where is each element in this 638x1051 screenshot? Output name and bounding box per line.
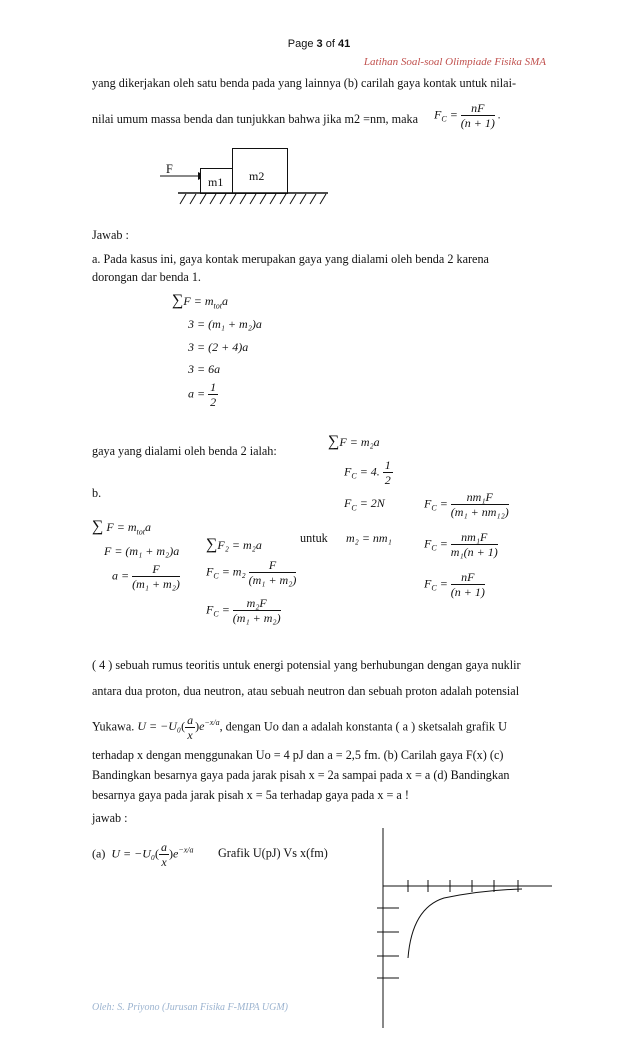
- answer-b-label: b.: [92, 486, 102, 500]
- b2-eq-1: ∑F = m₂a: [328, 433, 380, 450]
- force-label: F: [166, 162, 173, 176]
- footer-author: Oleh: S. Priyono (Jurusan Fisika F-MIPA UGM): [92, 1002, 288, 1013]
- p4-line-3: Yukawa. U = −U₀( $\frac{a}{x}$ )$e^{-x/a}$, dengan Uo dan a adalah konstanta ( a ) sketsalah grafik U: [92, 713, 507, 742]
- y-ticks: [377, 908, 399, 978]
- page-number: Page 3 of 41: [287, 38, 351, 50]
- a-eq-3: 3 = (2 + 4)a: [188, 340, 249, 354]
- b-col4-eq-2: $F_C$ = $\frac{\text{nm₁F}}{\text{m₁(n + 1)}}$: [424, 530, 498, 559]
- answer-a-line-2: dorongan dar benda 1.: [92, 270, 201, 284]
- a-eq-1: $\sum F = m_{tot}a$: [172, 292, 228, 311]
- document-title: Latihan Soal-soal Olimpiade Fisika SMA: [363, 56, 546, 68]
- p4-line-1: ( 4 ) sebuah rumus teoritis untuk energi potensial yang berhubungan dengan gaya nuklir: [92, 658, 521, 672]
- yukawa-sketch-graph: [372, 828, 552, 1028]
- answer-heading: Jawab :: [92, 228, 129, 242]
- blocks-figure: [0, 0, 638, 220]
- block-m2: m2: [232, 148, 288, 194]
- b-col1-eq-3: a = $\frac{F}{\text{(m₁ + m₂)}}$: [112, 562, 180, 591]
- b-col1-eq-1: ∑ $F = m_{tot}a$: [92, 518, 151, 537]
- untuk-label: untuk: [300, 531, 328, 545]
- a-eq-5: a = $\frac{1}{2}$: [188, 380, 217, 409]
- body2-label: gaya yang dialami oleh benda 2 ialah:: [92, 444, 277, 458]
- p4-jawab: jawab :: [92, 811, 128, 825]
- intro-formula: $F_C$ = $\frac{nF}{(n + 1)}$ .: [434, 101, 501, 130]
- a-eq-2: 3 = (m₁ + m₂)a: [188, 317, 262, 331]
- block-m1: m1: [200, 168, 234, 194]
- b-col1-eq-2: F = (m₁ + m₂)a: [104, 544, 180, 558]
- b2-eq-2: $F_C = 4$. $\frac{1}{2}$: [344, 458, 391, 487]
- b-col3-eq: m₂ = nm₁: [346, 531, 392, 545]
- graph-caption: Grafik U(pJ) Vs x(fm): [218, 846, 328, 860]
- b-col4-eq-1: $F_C$ = $\frac{\text{nm₁F}}{\text{(m₁ + nm₁₂)}}$: [424, 490, 509, 519]
- p4-line-4: terhadap x dengan menggunakan Uo = 4 pJ dan a = 2,5 fm. (b) Carilah gaya F(x) (c): [92, 748, 504, 762]
- b-col2-eq-1: ∑F₂ = m₂a: [206, 536, 262, 553]
- b-col4-eq-3: $F_C$ = $\frac{nF}{(n + 1)}$: [424, 570, 485, 599]
- p4-a-formula: (a) U = −U₀( $\frac{a}{x}$ )$e^{-x/a}$: [92, 840, 194, 869]
- ground-hatch: [178, 192, 330, 206]
- b-col2-eq-2: $F_C = m_2$ $\frac{F}{\text{(m₁ + m₂)}}$: [206, 558, 297, 587]
- b-col2-eq-3: $F_C$ = $\frac{\text{m₂F}}{\text{(m₁ + m₂)}}$: [206, 596, 281, 625]
- intro-line-2: nilai umum massa benda dan tunjukkan bahwa jika m2 =nm, maka: [92, 112, 419, 126]
- p4-line-2: antara dua proton, dua neutron, atau sebuah neutron dan sebuah proton adalah potensial: [92, 684, 520, 698]
- p4-line-6: besarnya gaya pada jarak pisah x = 5a terhadap gaya pada x = a !: [92, 788, 409, 802]
- p4-line-5: Bandingkan besarnya gaya pada jarak pisah x = 2a sampai pada x = a (d) Bandingkan: [92, 768, 510, 782]
- a-eq-4: 3 = 6a: [188, 362, 221, 376]
- answer-a-line-1: a. Pada kasus ini, gaya kontak merupakan gaya yang dialami oleh benda 2 karena: [92, 252, 489, 266]
- potential-curve: [408, 889, 522, 958]
- b2-eq-3: $F_C = 2N$: [344, 496, 385, 513]
- intro-line-1: yang dikerjakan oleh satu benda pada yang lainnya (b) carilah gaya kontak untuk nilai-: [92, 76, 517, 90]
